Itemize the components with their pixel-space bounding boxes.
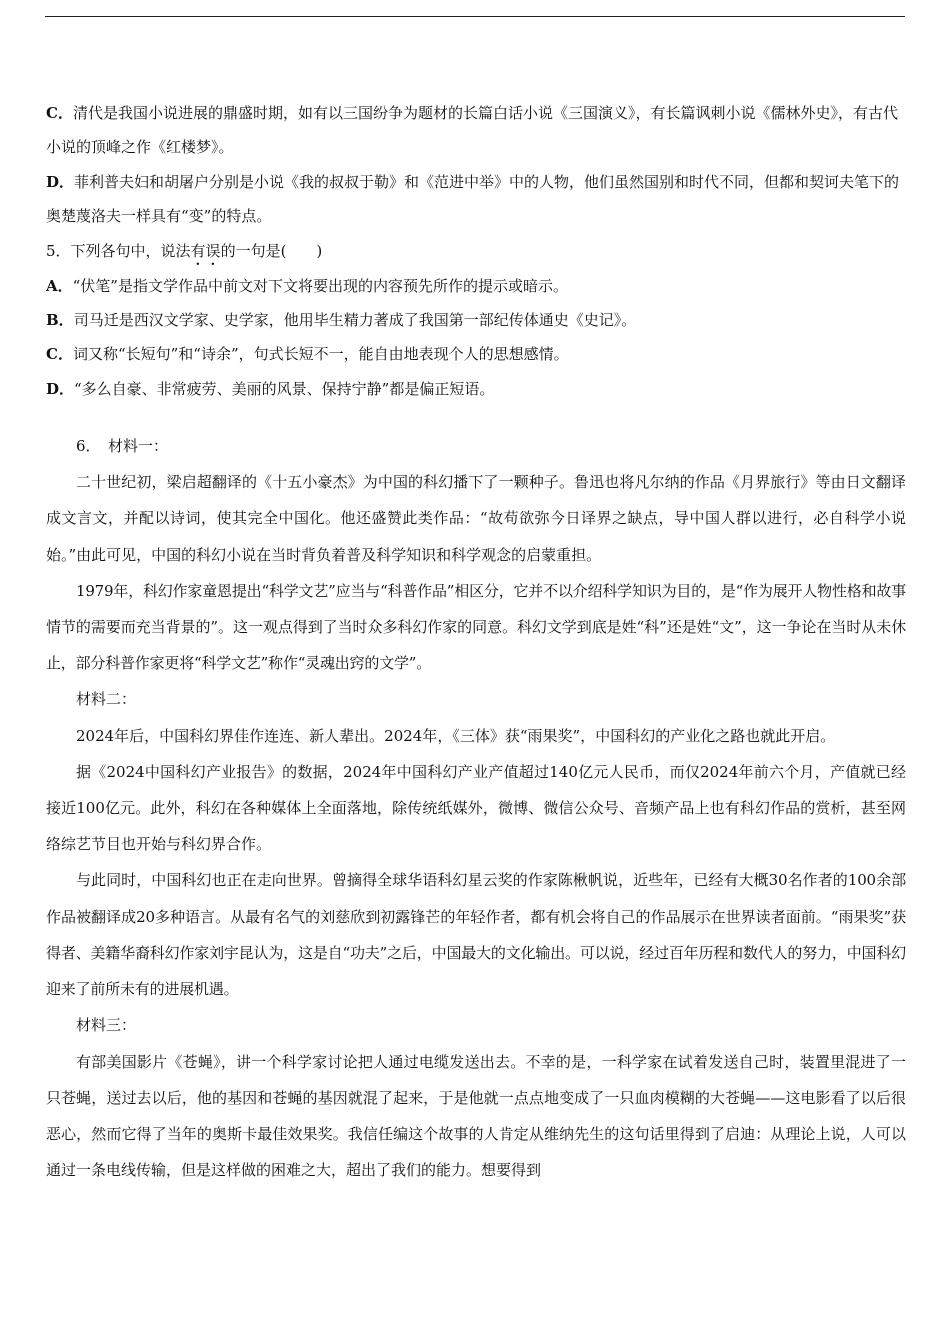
q4-option-d [46, 165, 906, 234]
q4-option-c [46, 96, 906, 165]
option-label: A． [46, 276, 73, 295]
option-label: D． [46, 379, 75, 398]
material-3-paragraph-1: 有部美国影片《苍蝇》，讲一个科学家讨论把人通过电缆发送出去。不幸的是，一科学家在试着发送自己时，装置里混进了一只苍蝇，送过去以后，他的基因和苍蝇的基因就混了起来，于是他就一点点地变成了一只血肉模糊的大苍蝇——这电影看了以后很恶心，然而它得了当年的奥斯卡最佳效果奖。我信任编这个故事的人肯定从维纳先生的这句话里得到了启迪：从理论上说，人可以通过一条电线传输，但是这样做的困难之大，超出了我们的能力。想要得到 [46, 1052, 906, 1180]
question-stem-suffix: 的一句是( ) [220, 241, 323, 260]
material-1-paragraph-2: 1979年，科幻作家童恩提出“科学文艺”应当与“科普作品”相区分，它并不以介绍科学知识为目的，是“作为展开人物性格和故事情节的需要而充当背景的”。这一观点得到了当时众多科幻作家的同意。科幻文学到底是姓“科”还是姓“文”，这一争论在当时从未休止，部分科普作家更将“科学文艺”称作“灵魂出窍的文学”。 [46, 581, 906, 673]
q5-option-a [46, 269, 906, 303]
material-2-title: 材料二： [76, 690, 137, 709]
option-text: 司马迁是西汉文学家、史学家，他用毕生精力著成了我国第一部纪传体通史《史记》。 [73, 311, 637, 330]
header-rule [45, 16, 905, 17]
q5-option-b [46, 303, 906, 337]
material-1-paragraph-1: 二十世纪初，梁启超翻译的《十五小豪杰》为中国的科幻播下了一颗种子。鲁迅也将凡尔纳的作品《月界旅行》等由日文翻译成文言文，并配以诗词，使其完全中国化。他还盛赞此类作品：“故苟欲弥今日译界之缺点，导中国人群以进行，必自科学小说始。”由此可见，中国的科幻小说在当时背负着普及科学知识和科学观念的启蒙重担。 [46, 473, 906, 564]
option-label: C． [46, 104, 73, 122]
option-label: B． [46, 311, 74, 330]
q5-option-c [46, 337, 906, 371]
q6-header: 6． 材料一： [76, 437, 169, 456]
material-2-paragraph-2: 据《2024中国科幻产业报告》的数据，2024年中国科幻产业产值超过140亿元人民币，而仅2024年前六个月，产值就已经接近100亿元。此外，科幻在各种媒体上全面落地，除传统纸媒外，微博、微信公众号、音频产品上也有科幻作品的赏析，甚至网络综艺节目也开始与科幻界合作。 [46, 762, 906, 854]
emphasis-word: 有误 [190, 241, 221, 260]
option-label: C． [46, 345, 73, 364]
option-text: “多么自豪、非常疲劳、美丽的风景、保持宁静”都是偏正短语。 [74, 379, 495, 398]
option-text: 菲利普夫妇和胡屠户分别是小说《我的叔叔于勒》和《范进中举》中的人物，他们虽然国别和时代不同，但都和契诃夫笔下的奥楚蔑洛夫一样具有“变”的特点。 [46, 172, 900, 226]
q5-option-d [46, 372, 906, 406]
material-2-paragraph-1: 2024年后，中国科幻界佳作连连、新人辈出。2024年，《三体》获“雨果奖”，中国科幻的产业化之路也就此开启。 [76, 726, 836, 745]
option-label: D． [46, 172, 75, 191]
q5-stem [46, 234, 906, 269]
option-text: 清代是我国小说进展的鼎盛时期，如有以三国纷争为题材的长篇白话小说《三国演义》，有长篇讽刺小说《儒林外史》，有古代小说的顶峰之作《红楼梦》。 [46, 104, 898, 157]
question-stem-prefix: 5．下列各句中，说法 [46, 241, 191, 260]
material-2-paragraph-3: 与此同时，中国科幻也正在走向世界。曾摘得全球华语科幻星云奖的作家陈楸帆说，近些年，已经有大概30名作者的100余部作品被翻译成20多种语言。从最有名气的刘慈欣到初露锋芒的年轻作者，都有机会将自己的作品展示在世界读者面前。“雨果奖”获得者、美籍华裔科幻作家刘宇昆认为，这是自“功夫”之后，中国最大的文化输出。可以说，经过百年历程和数代人的努力，中国科幻迎来了前所未有的进展机遇。 [46, 871, 906, 999]
document-body [46, 96, 906, 1188]
option-text: 词又称“长短句”和“诗余”，句式长短不一，能自由地表现个人的思想感情。 [72, 345, 569, 364]
material-3-title: 材料三： [76, 1016, 137, 1035]
option-text: “伏笔”是指文学作品中前文对下文将要出现的内容预先所作的提示或暗示。 [72, 276, 568, 295]
